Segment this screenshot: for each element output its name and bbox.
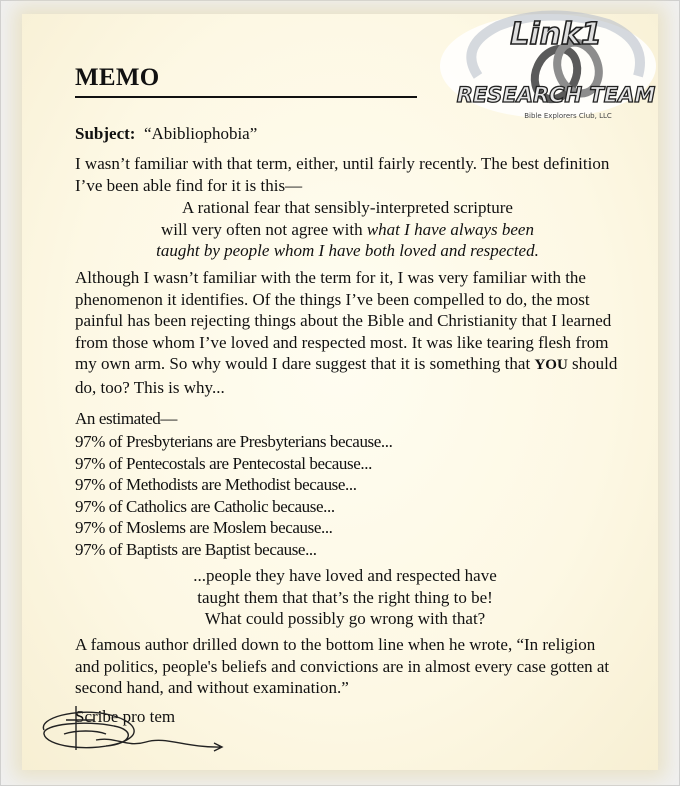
you-emphasis: YOU bbox=[534, 357, 568, 373]
signoff: Scribe pro tem bbox=[75, 707, 176, 726]
main-paragraph-end: should do, too? This is why... bbox=[75, 354, 618, 397]
definition-block bbox=[75, 197, 620, 262]
definition-line-2 bbox=[75, 219, 620, 241]
conclusion-line-1: ...people they have loved and respected have bbox=[193, 566, 497, 585]
intro-paragraph: I wasn’t familiar with that term, either, until fairly recently. The best definition I’ve been able find for it is this— bbox=[75, 154, 610, 195]
estimate-intro: An estimated— bbox=[75, 409, 177, 428]
definition-line-2-plain: will very often not agree with bbox=[161, 219, 367, 239]
estimate-list bbox=[75, 431, 620, 560]
quote-paragraph: A famous author drilled down to the bottom line when he wrote, “In religion and politics, people's beliefs and convictions are in almost every case gotten at second hand, and without examination.” bbox=[75, 635, 610, 697]
list-item: 97% of Presbyterians are Presbyterians because... bbox=[75, 432, 393, 451]
research-team-logo bbox=[438, 6, 666, 124]
title-underline bbox=[75, 96, 417, 98]
subject-line bbox=[75, 123, 620, 145]
memo-title: MEMO bbox=[75, 64, 160, 91]
definition-line-3: taught by people whom I have both loved and respected. bbox=[156, 241, 539, 260]
subject-value: “Abibliophobia” bbox=[143, 124, 258, 143]
handwritten-signature bbox=[36, 700, 226, 758]
list-item: 97% of Methodists are Methodist because... bbox=[75, 475, 357, 494]
conclusion-block bbox=[95, 565, 595, 630]
definition-line-1: A rational fear that sensibly-interpreted scripture bbox=[182, 198, 513, 217]
logo-tagline: Bible Explorers Club, LLC bbox=[524, 112, 612, 120]
logo-line2: RESEARCH TEAM bbox=[456, 83, 656, 107]
logo-line1: Link1 bbox=[510, 17, 602, 52]
definition-line-2-italic: what I have always been bbox=[366, 219, 534, 239]
list-item: 97% of Pentecostals are Pentecostal because... bbox=[75, 453, 372, 473]
conclusion-line-2: taught them that that’s the right thing to be! bbox=[197, 587, 493, 607]
conclusion-line-3: What could possibly go wrong with that? bbox=[204, 609, 486, 628]
main-paragraph bbox=[75, 267, 620, 398]
list-item: 97% of Moslems are Moslem because... bbox=[75, 518, 333, 537]
list-item: 97% of Baptists are Baptist because... bbox=[75, 539, 317, 559]
subject-label: Subject: bbox=[75, 124, 136, 143]
list-item: 97% of Catholics are Catholic because... bbox=[75, 496, 335, 516]
main-paragraph-text: Although I wasn’t familiar with the term for it, I was very familiar with the phenomenon it identifies. Of the things I’ve been compelled to do, the most painful has been rejecting things about the Bible and Christianity that I learned from those whom I’ve loved and respected most. It was like tearing flesh from my own arm. So why would I dare suggest that it is something that bbox=[75, 268, 612, 373]
